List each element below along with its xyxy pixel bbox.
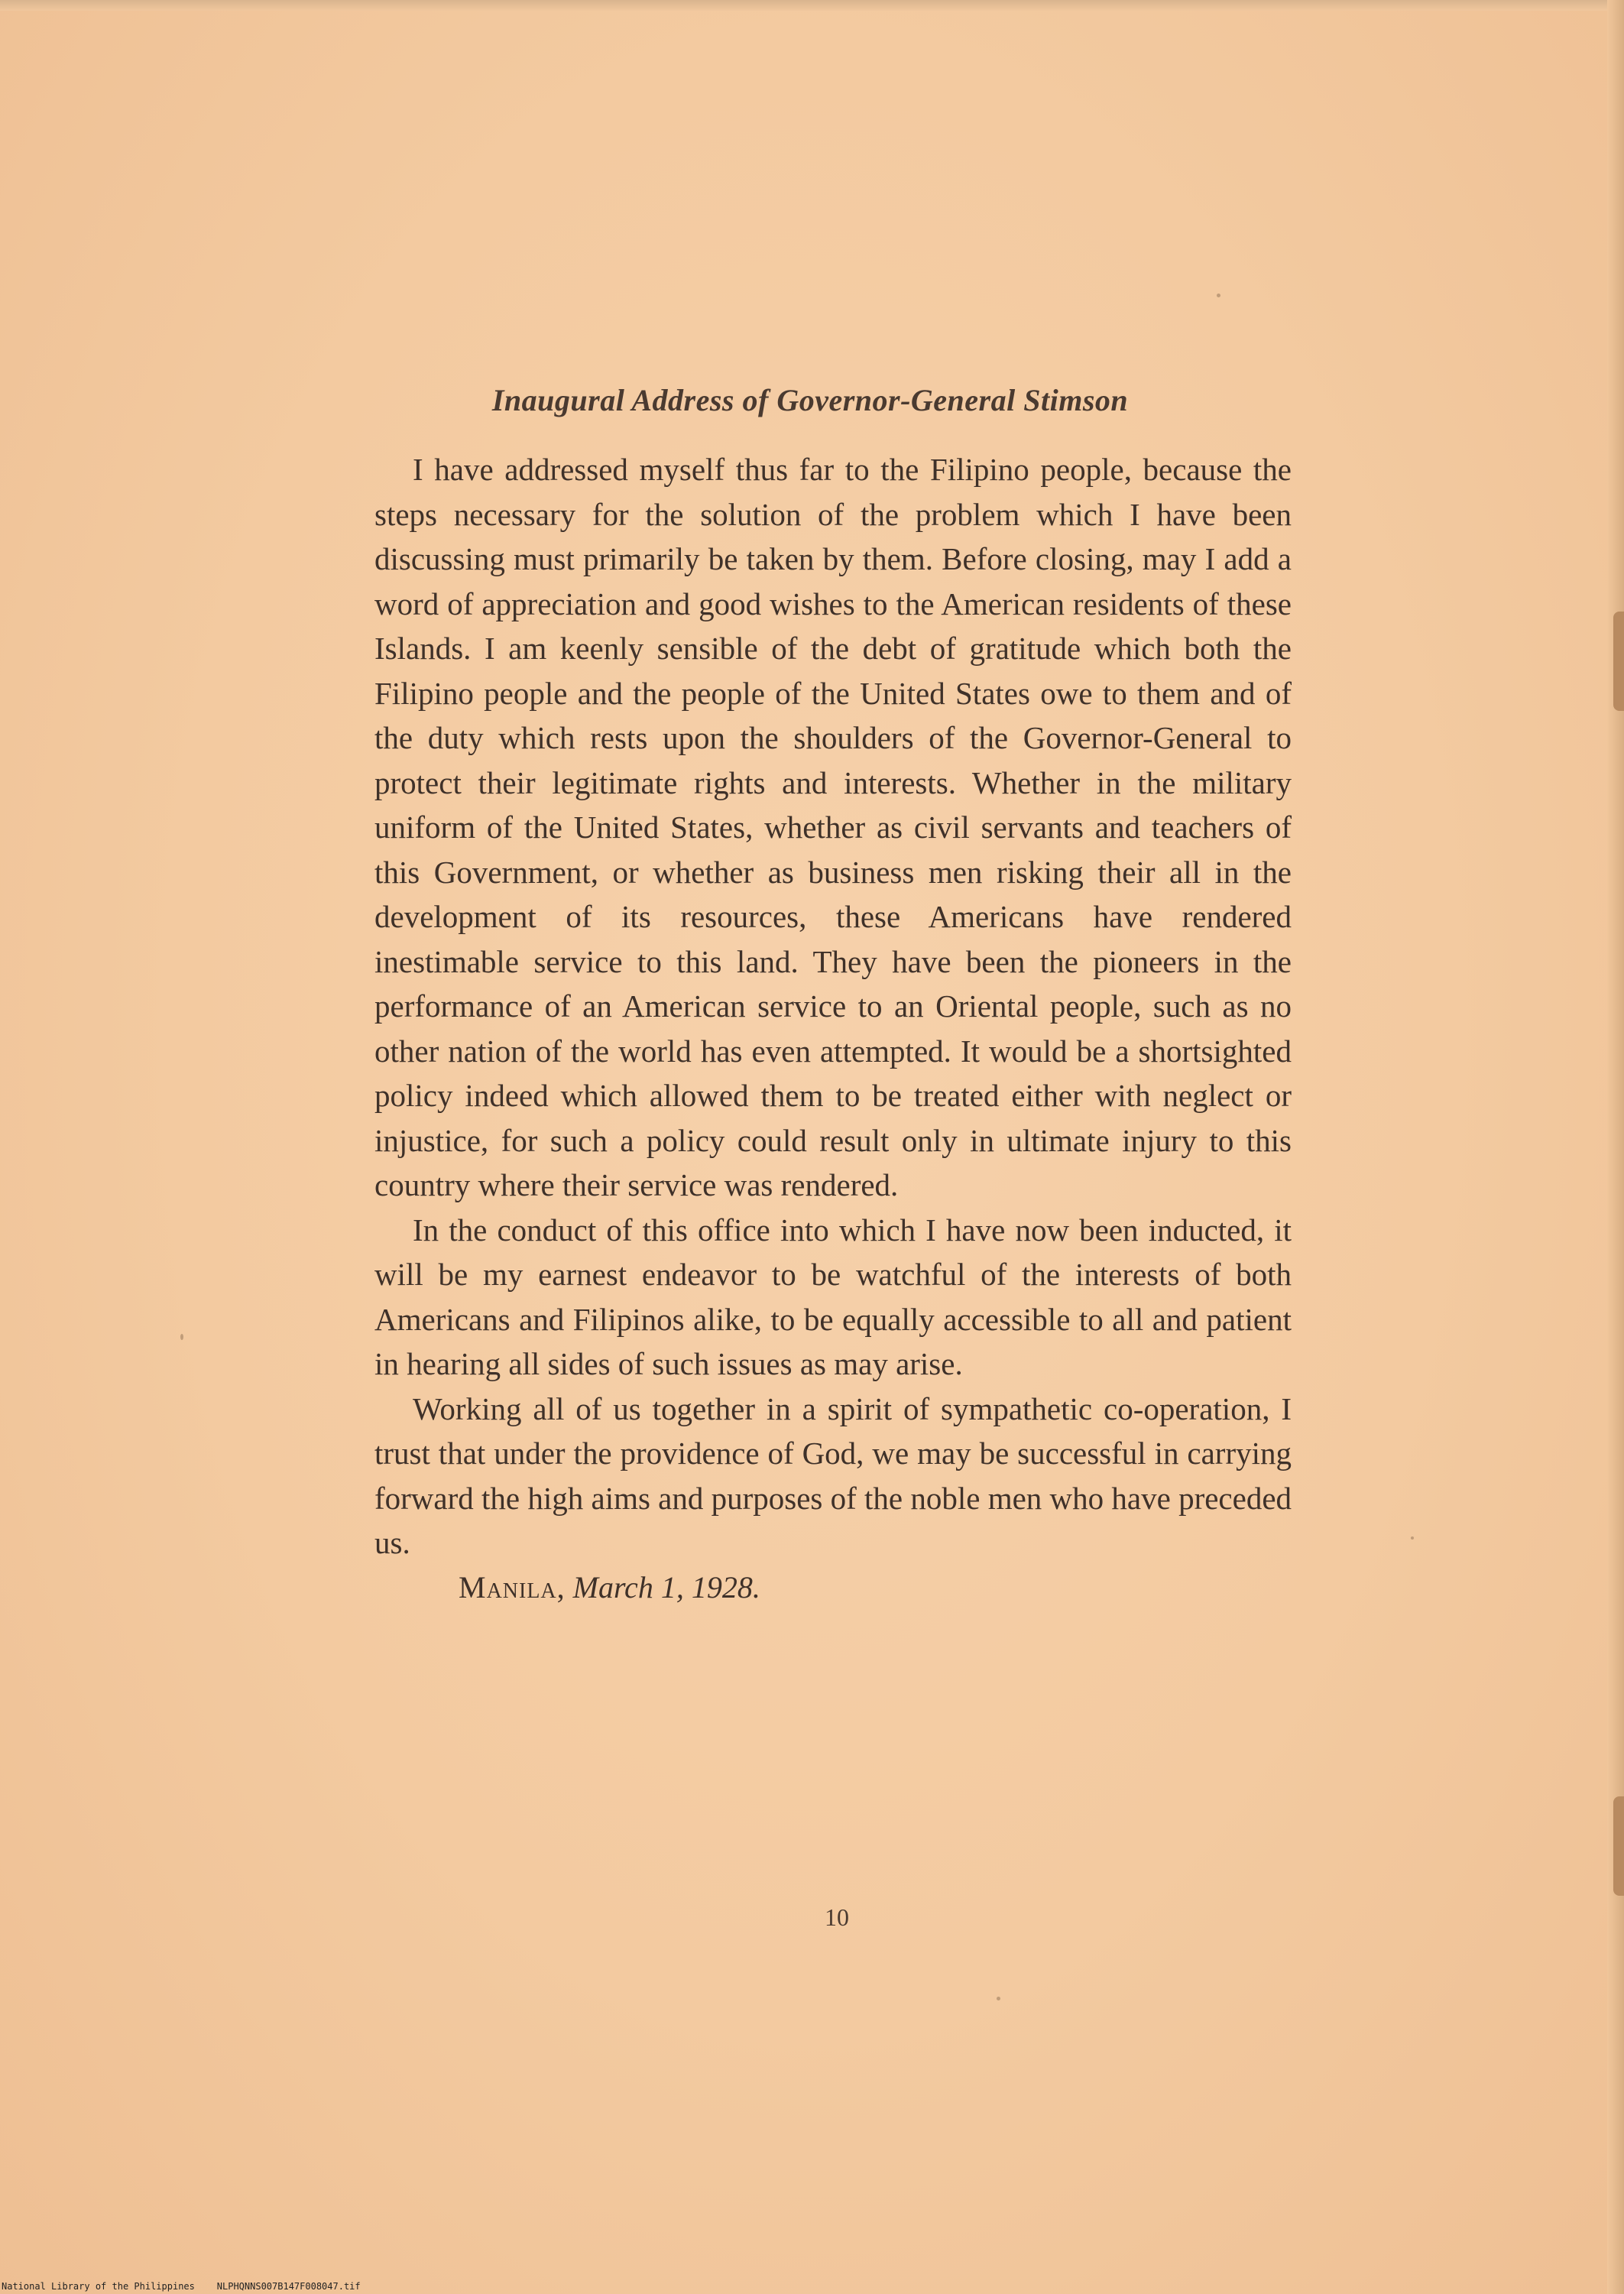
dateline (374, 1566, 1292, 1610)
paper-speck (1411, 1536, 1414, 1540)
dateline-date: March 1, 1928. (572, 1569, 760, 1605)
footer-library: National Library of the Philippines (2, 2281, 195, 2292)
page-right-edge (1607, 0, 1624, 2294)
body-paragraph: In the conduct of this office into which I have now been inducted, it will be my earnest endeavor to be watchful of the interests of both Americans and Filipinos alike, to be equally accessible to all and patient in hearing all sides of such issues as may arise. (374, 1212, 1292, 1381)
page-number: 10 (825, 1903, 849, 1931)
binding-tab-mark (1613, 1796, 1624, 1896)
page-top-edge (0, 0, 1624, 11)
binding-tab-mark (1613, 612, 1624, 711)
scan-footer (2, 2281, 361, 2292)
paper-speck (997, 1997, 1000, 2000)
dateline-place: Manila, (459, 1569, 566, 1605)
address-body (374, 447, 1292, 1610)
running-title: Inaugural Address of Governor-General Stimson (491, 383, 1129, 417)
footer-file-id: NLPHQNNS007B147F008047.tif (216, 2281, 361, 2292)
paper-speck (180, 1334, 183, 1340)
body-paragraph: I have addressed myself thus far to the Filipino people, because the steps necessary for the solution of the problem which I have been discussing must primarily be taken by them. Before closing, may I add a word of appreciation and good wishes to the American residents of these Islands. I am keenly sensible of the debt of gratitude which both the Filipino people and the people of the United States owe to them and of the duty which rests upon the shoulders of the Governor-General to protect their legitimate rights and interests. Whether in the military uniform of the United States, whether as civil servants and teachers of this Government, or whether as business men risking their all in the development of its resources, these Americans have rendered inestimable service to this land. They have been the pioneers in the performance of an American service to an Oriental people, such as no other nation of the world has even attempted. It would be a shortsighted policy indeed which allowed them to be treated either with neglect or injustice, for such a policy could result only in ultimate injury to this country where their service was rendered. (374, 452, 1292, 1202)
body-paragraph: Working all of us together in a spirit of sympathetic co-operation, I trust that under the providence of God, we may be successful in carrying forward the high aims and purposes of the noble men who have preceded us. (374, 1390, 1292, 1560)
paper-speck (1217, 294, 1220, 297)
